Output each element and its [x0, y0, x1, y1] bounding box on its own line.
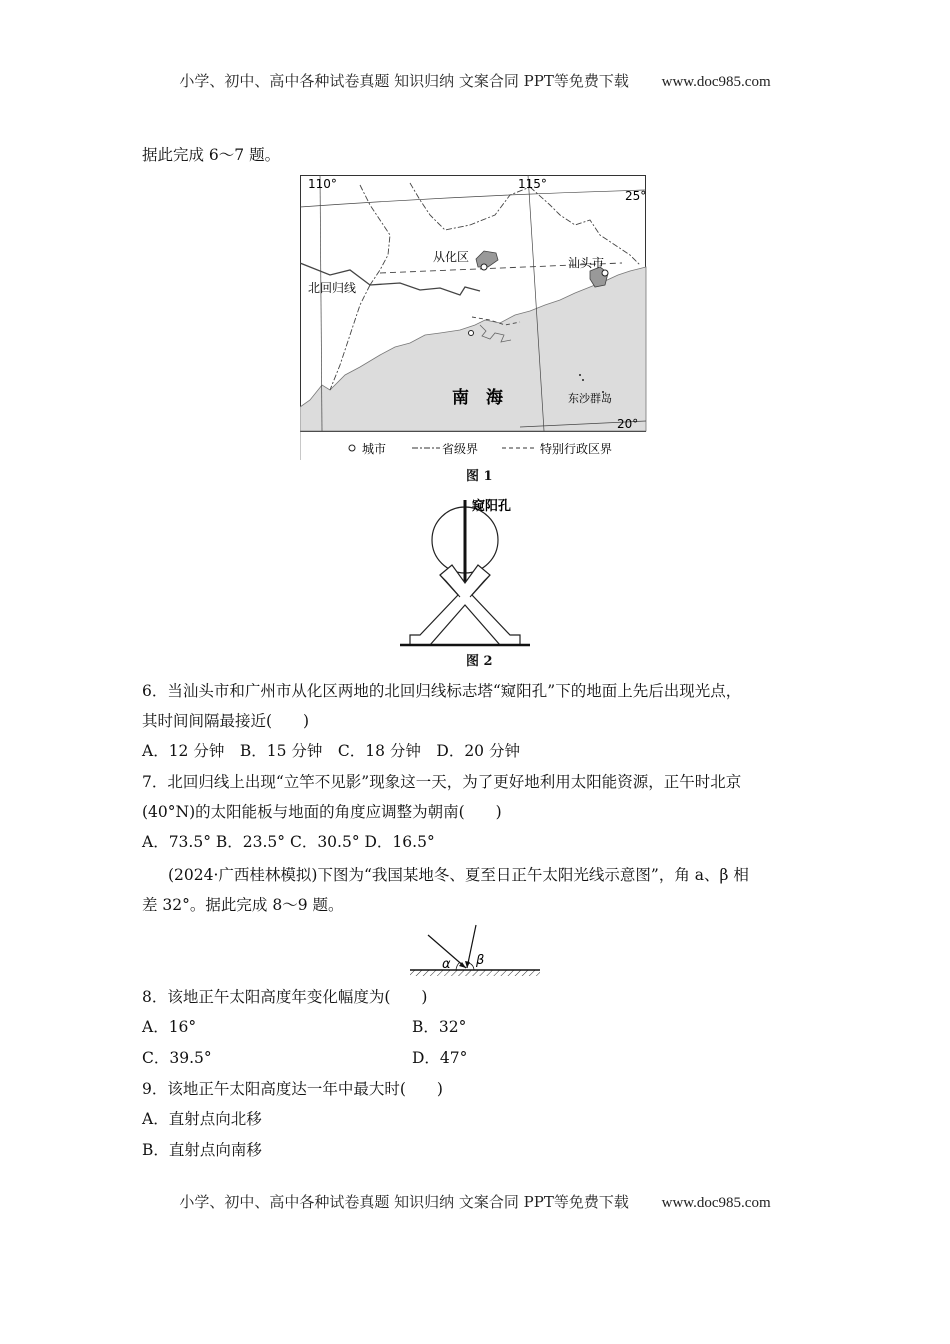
footer-site[interactable]: www.doc985.com: [661, 1195, 771, 1211]
intro-6-7: 据此完成 6～7 题。: [142, 146, 281, 164]
q6-line1: 6．当汕头市和广州市从化区两地的北回归线标志塔“窥阳孔”下的地面上先后出现光点，: [142, 682, 742, 700]
legend-city-label: 城市: [362, 442, 387, 456]
header-text: 小学、初中、高中各种试卷真题 知识归纳 文案合同 PPT等免费下载: [179, 72, 629, 90]
q8-option-c: C．39.5°: [142, 1049, 212, 1067]
legend-city-icon: [349, 445, 355, 451]
header-site[interactable]: www.doc985.com: [661, 74, 771, 90]
shantou-city-marker: [602, 270, 608, 276]
footer-text: 小学、初中、高中各种试卷真题 知识归纳 文案合同 PPT等免费下载: [179, 1193, 629, 1211]
q6-options: A．12 分钟 B．15 分钟 C．18 分钟 D．20 分钟: [142, 742, 520, 760]
lon-115-label: 115°: [518, 177, 547, 191]
q6-line2: 其时间间隔最接近( ): [142, 712, 310, 730]
lat-25-label: 25°: [625, 189, 647, 203]
conghua-label: 从化区: [433, 250, 470, 264]
q8-option-d: D．47°: [412, 1049, 468, 1067]
figure2-tower: [400, 495, 550, 670]
intro-8-9-line2: 差 32°。据此完成 8～9 题。: [142, 896, 344, 914]
figure3-sun-rays: [408, 920, 543, 982]
alpha-label: α: [442, 957, 451, 972]
q8-option-b: B．32°: [412, 1018, 467, 1036]
figure1-map: [300, 175, 648, 460]
figure2-caption: 图 2: [466, 654, 493, 669]
q9-option-a: A．直射点向北移: [142, 1110, 262, 1128]
q7-options: A．73.5° B．23.5° C．30.5° D．16.5°: [142, 833, 435, 851]
q9-stem: 9．该地正午太阳高度达一年中最大时( ): [142, 1080, 443, 1098]
q8-stem: 8．该地正午太阳高度年变化幅度为( ): [142, 988, 428, 1006]
sea-label: 南 海: [452, 388, 503, 408]
lat-20-label: 20°: [617, 417, 639, 431]
q7-line2: (40°N)的太阳能板与地面的角度应调整为朝南( ): [142, 803, 502, 821]
conghua-city-marker: [481, 264, 487, 270]
page-footer: [0, 1191, 950, 1212]
dongsha-label: 东沙群岛: [568, 392, 612, 405]
legend-sar-label: 特别行政区界: [540, 442, 613, 456]
legend-prov-label: 省级界: [442, 442, 479, 456]
shantou-label: 汕头市: [568, 256, 605, 270]
page-header: [0, 70, 950, 91]
beta-label: β: [476, 953, 485, 968]
intro-8-9-line1: (2024·广西桂林模拟)下图为“我国某地冬、夏至日正午太阳光线示意图”，角 a、β 相: [168, 866, 749, 884]
figure1-caption: 图 1: [466, 469, 493, 484]
q7-line1: 7．北回归线上出现“立竿不见影”现象这一天，为了更好地利用太阳能资源，正午时北京: [142, 773, 742, 791]
hole-label: 窥阳孔: [472, 499, 512, 514]
q9-option-b: B．直射点向南移: [142, 1141, 262, 1159]
lon-110-label: 110°: [308, 177, 337, 191]
q8-option-a: A．16°: [142, 1018, 197, 1036]
tropic-label: 北回归线: [308, 281, 357, 295]
